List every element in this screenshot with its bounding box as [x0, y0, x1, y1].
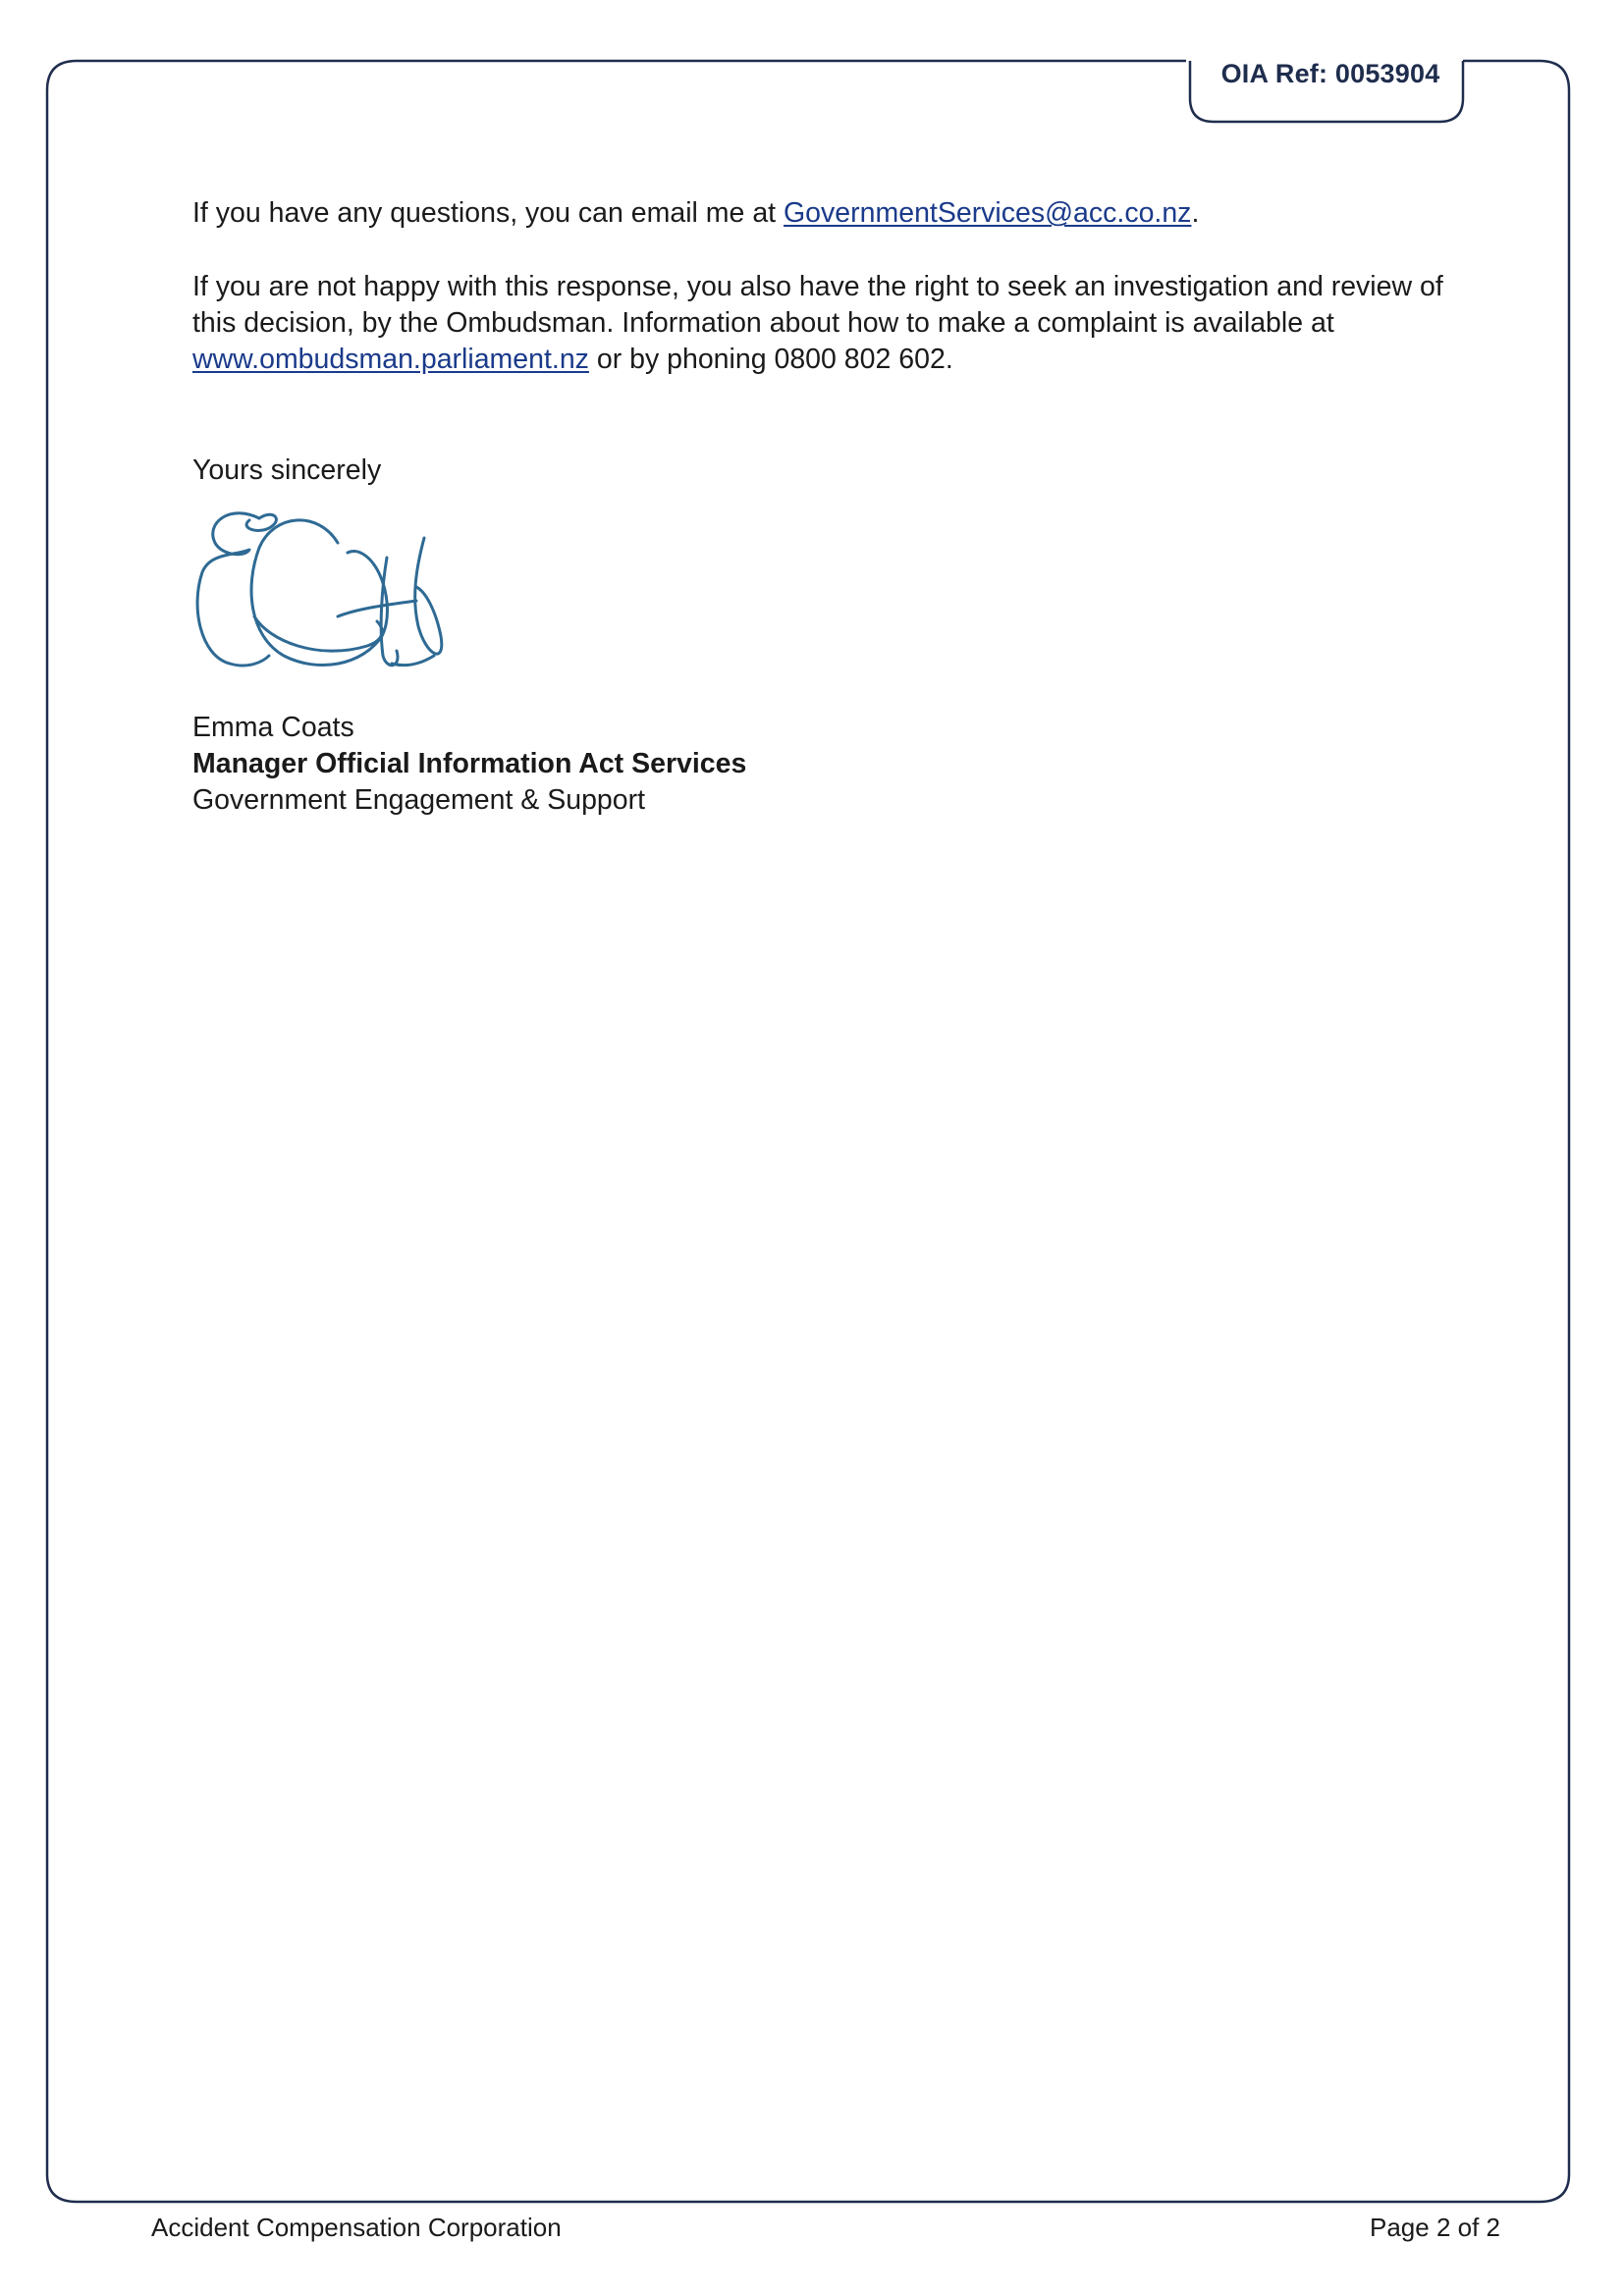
page-border — [47, 61, 1569, 2202]
contact-text: If you have any questions, you can email me at — [192, 197, 785, 229]
footer-organisation: Accident Compensation Corporation — [151, 2213, 562, 2242]
signer-department: Government Engagement & Support — [192, 784, 646, 816]
ombudsman-paragraph — [192, 269, 1459, 378]
signer-name: Emma Coats — [192, 712, 354, 743]
footer-page-number: Page 2 of 2 — [1370, 2213, 1500, 2242]
contact-text-end: . — [1191, 197, 1200, 229]
handwritten-signature — [190, 499, 446, 695]
signer-title: Manager Official Information Act Services — [192, 748, 747, 779]
closing-salutation: Yours sincerely — [192, 454, 382, 486]
contact-paragraph — [192, 195, 1459, 232]
oia-reference: OIA Ref: 0053904 — [1220, 59, 1440, 88]
ombudsman-text-end: or by phoning 0800 802 602. — [588, 344, 953, 375]
ombudsman-text: If you are not happy with this response, you also have the right to seek an investigation and review of this decision, by the Ombudsman. Information about how to make a complaint is available at — [192, 271, 1443, 339]
ombudsman-link[interactable]: www.ombudsman.parliament.nz — [192, 344, 589, 375]
email-link[interactable]: GovernmentServices@acc.co.nz — [784, 197, 1192, 229]
